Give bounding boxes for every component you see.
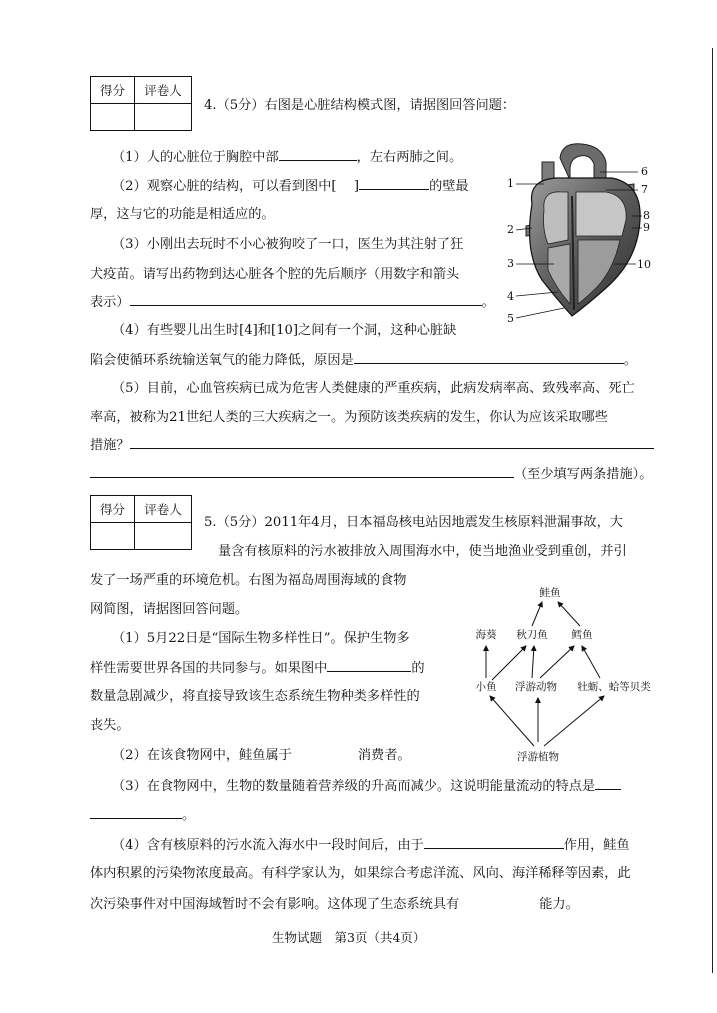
q4-p5-answer-2: （至少填写两条措施）。	[90, 465, 652, 483]
score-cell[interactable]	[91, 104, 135, 131]
heart-label-9: 9	[643, 221, 650, 234]
heart-label-10: 10	[637, 258, 651, 271]
q5-intro-4: 网简图，请据图回答问题。	[90, 602, 249, 617]
grader-cell[interactable]	[135, 523, 192, 550]
score-table-q4	[90, 76, 192, 131]
q5-p1-cont-3: 丧失。	[90, 718, 130, 733]
q4-p5-cont: 率高，被称为21世纪人类的三大疾病之一。为预防该类疾病的发生，你认为应该采取哪些	[90, 410, 608, 425]
grader-header: 评卷人	[135, 77, 192, 104]
grader-cell[interactable]	[135, 104, 192, 131]
q4-p4-blank[interactable]	[354, 351, 624, 364]
page-footer: 生物试题 第3页（共4页）	[272, 930, 426, 945]
q4-p3-answer: 表示） 。	[90, 295, 495, 310]
q4-p2: （2）观察心脏的结构，可以看到图中[ ] 的壁最	[112, 179, 469, 194]
food-web-phytoplankton: 浮游植物	[517, 751, 559, 763]
q4-p5-answer: 措施？	[90, 436, 654, 454]
food-web-sea-anemone: 海葵	[475, 629, 497, 641]
food-web-zooplankton: 浮游动物	[515, 681, 557, 693]
q5-p1-blank[interactable]	[327, 659, 411, 672]
food-web-cod: 鳕鱼	[571, 629, 593, 641]
q5-p3-blank-2[interactable]	[90, 806, 182, 819]
q5-intro: 5.（5分）2011年4月，日本福岛核电站因地震发生核原料泄漏事故，大	[204, 515, 623, 530]
q5-p2: （2）在该食物网中，鲑鱼属于 消费者。	[112, 748, 411, 763]
q4-p5-blank-2[interactable]	[90, 465, 514, 478]
q4-p2-blank[interactable]	[359, 177, 429, 190]
q4-p3: （3）小刚出去玩时不小心被狗咬了一口，医生为其注射了狂	[112, 237, 464, 252]
q5-p1-cont-2: 数量急剧减少，将直接导致该生态系统生物种类多样性的	[90, 689, 420, 704]
q4-p3-blank[interactable]	[130, 293, 482, 306]
food-web-shellfish: 牡蛎、蛤等贝类	[577, 681, 651, 693]
heart-label-8: 8	[643, 209, 650, 222]
q4-p1: （1）人的心脏位于胸腔中部 ，左右两肺之间。	[112, 150, 463, 165]
food-web-salmon: 鲑鱼	[539, 587, 561, 599]
q5-p4-blank-2[interactable]	[459, 895, 539, 908]
q5-p1-cont: 样性需要世界各国的共同参与。如果图中 的	[90, 661, 425, 676]
score-header: 得分	[91, 77, 135, 104]
score-cell[interactable]	[91, 523, 135, 550]
q4-p5: （5）目前，心血管疾病已成为危害人类健康的严重疾病，此病发病率高、致残率高、死亡	[112, 381, 635, 396]
q5-p2-blank[interactable]	[292, 746, 358, 759]
heart-label-2: 2	[507, 223, 514, 236]
q5-intro-3: 发了一场严重的环境危机。右图为福岛周围海域的食物	[90, 573, 407, 588]
q4-p5-blank-1[interactable]	[130, 436, 654, 449]
q5-p4: （4）含有核原料的污水流入海水中一段时间后，由于 作用，鲑鱼	[112, 838, 630, 853]
heart-label-1: 1	[507, 177, 514, 190]
q4-intro: 4.（5分）右图是心脏结构模式图，请据图回答问题：	[204, 98, 516, 113]
q5-intro-2: 量含有核原料的污水被排放入周围海水中，使当地渔业受到重创，并引	[218, 544, 627, 559]
q5-p1: （1）5月22日是“国际生物多样性日”。保护生物多	[112, 631, 410, 646]
heart-diagram	[502, 140, 662, 330]
food-web-diagram	[466, 578, 662, 768]
q4-p4-cont: 陷会使循环系统输送氧气的能力降低，原因是 。	[90, 353, 637, 368]
q4-p1-blank[interactable]	[279, 148, 357, 161]
q4-p2-cont: 厚，这与它的功能是相适应的。	[90, 207, 275, 222]
grader-header: 评卷人	[135, 496, 192, 523]
margin-rule	[712, 48, 713, 973]
q5-p3-answer: 。	[90, 806, 195, 824]
q4-p3-cont: 犬疫苗。请写出药物到达心脏各个腔的先后顺序（用数字和箭头	[90, 267, 460, 282]
q5-p4-blank-1[interactable]	[424, 836, 564, 849]
heart-label-3: 3	[507, 257, 514, 270]
score-header: 得分	[91, 496, 135, 523]
q5-p4-cont: 体内积累的污染物浓度最高。有科学家认为，如果综合考虑洋流、风向、海洋稀释等因素，此	[90, 866, 631, 881]
score-table-q5	[90, 495, 192, 550]
q5-p3: （3）在食物网中，生物的数量随着营养级的升高而减少。这说明能量流动的特点是	[112, 777, 621, 795]
q4-p4: （4）有些婴儿出生时[4]和[10]之间有一个洞，这种心脏缺	[112, 323, 457, 338]
q5-p4-cont-2: 次污染事件对中国海域暂时不会有影响。这体现了生态系统具有 能力。	[90, 897, 579, 912]
food-web-small-fish: 小鱼	[475, 681, 497, 693]
q5-p3-blank-1[interactable]	[595, 777, 621, 790]
heart-label-7: 7	[641, 183, 648, 196]
food-web-saury: 秋刀鱼	[516, 629, 548, 641]
heart-label-6: 6	[641, 165, 648, 178]
heart-label-4: 4	[507, 290, 514, 303]
heart-label-5: 5	[507, 312, 514, 325]
